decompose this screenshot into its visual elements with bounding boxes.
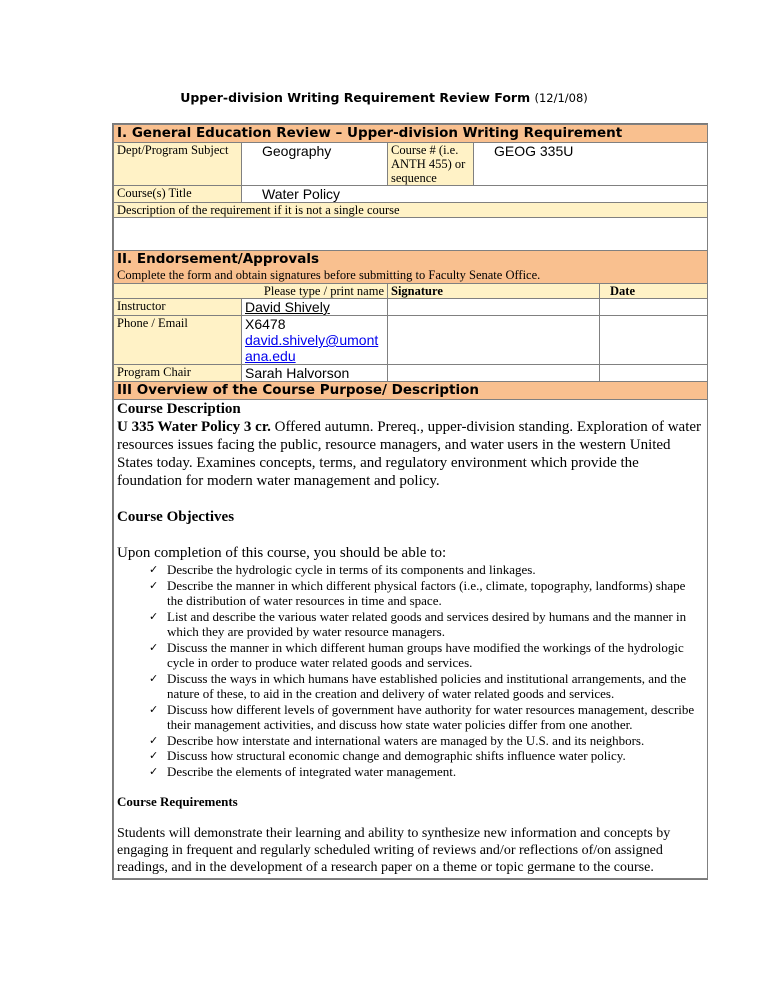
phone-email-signature-field[interactable]	[388, 316, 600, 365]
course-number-field[interactable]: GEOG 335U	[474, 143, 708, 186]
objectives-list	[117, 562, 704, 779]
phone-value: X6478	[245, 316, 286, 332]
course-description	[117, 418, 704, 490]
instructor-date-field[interactable]	[600, 299, 708, 316]
course-overview	[114, 400, 708, 879]
form-title-date: (12/1/08)	[534, 91, 588, 105]
course-number-label: Course # (i.e. ANTH 455) or sequence	[388, 143, 474, 186]
form-title-text: Upper-division Writing Requirement Review Form	[180, 90, 531, 105]
objective-item: ✓ Describe the elements of integrated water management.	[167, 764, 704, 780]
objective-item: ✓ Describe the manner in which different physical factors (i.e., climate, topography, landforms) shape the distribution of water resources in time and space.	[167, 578, 704, 609]
instructor-name-field[interactable]	[242, 299, 388, 316]
course-requirements-text: Students will demonstrate their learning and ability to synthesize new information and concepts by engaging in frequent and regularly scheduled writing of reviews and/or reflections of/on assigned readings, and in the development of a research paper on a theme or topic germane to the course.	[117, 826, 671, 875]
dept-program-label: Dept/Program Subject	[114, 143, 242, 186]
objective-item: ✓ Describe the hydrologic cycle in terms of its components and linkages.	[167, 562, 704, 578]
course-description-heading: Course Description	[117, 401, 241, 417]
dept-program-field[interactable]: Geography	[242, 143, 388, 186]
review-form	[112, 123, 708, 880]
phone-email-date-field[interactable]	[600, 316, 708, 365]
requirement-description-field[interactable]	[114, 218, 708, 251]
name-column-header: Please type / print name	[114, 284, 388, 299]
program-chair-label: Program Chair	[114, 365, 242, 382]
instructor-name: David Shively	[245, 299, 330, 315]
course-code: U 335 Water Policy 3 cr.	[117, 419, 271, 435]
course-description-text: Offered autumn. Prereq., upper-division standing. Exploration of water resources issues facing the public, resource managers, and water users in the western United States today. Examines concepts, terms, and regulatory environment which provide the foundation for modern water management and policy.	[117, 419, 702, 489]
objective-item: ✓ Discuss how structural economic change and demographic shifts influence water policy.	[167, 748, 704, 764]
objective-item: ✓ Discuss how different levels of government have authority for water resources management, describe their management activities, and discuss how state water policies differ from one another.	[167, 702, 704, 733]
form-table	[113, 124, 708, 879]
instructor-label: Instructor	[114, 299, 242, 316]
requirement-description-label: Description of the requirement if it is not a single course	[114, 203, 708, 218]
objective-item: ✓ Describe how interstate and international waters are managed by the U.S. and its neighbors.	[167, 733, 704, 749]
objective-item: ✓ Discuss the ways in which humans have established policies and institutional arrangements, and the nature of these, to aid in the creation and delivery of water related goods and services.	[167, 671, 704, 702]
section-2-instructions: Complete the form and obtain signatures before submitting to Faculty Senate Office.	[114, 268, 708, 284]
date-column-header: Date	[600, 284, 708, 299]
course-requirements-heading: Course Requirements	[117, 794, 238, 809]
phone-email-label: Phone / Email	[114, 316, 242, 365]
program-chair-date-field[interactable]	[600, 365, 708, 382]
objectives-intro: Upon completion of this course, you should be able to:	[117, 545, 447, 561]
signature-column-header: Signature	[388, 284, 600, 299]
section-3-heading: III Overview of the Course Purpose/ Description	[114, 382, 708, 400]
program-chair-name-field[interactable]: Sarah Halvorson	[242, 365, 388, 382]
section-2-heading: II. Endorsement/Approvals	[114, 251, 708, 269]
instructor-signature-field[interactable]	[388, 299, 600, 316]
form-title	[0, 90, 768, 105]
phone-email-field[interactable]	[242, 316, 388, 365]
course-objectives-heading: Course Objectives	[117, 509, 235, 525]
objective-item: ✓ Discuss the manner in which different human groups have modified the workings of the hydrologic cycle in order to produce water related goods and services.	[167, 640, 704, 671]
course-title-field[interactable]: Water Policy	[242, 186, 708, 203]
program-chair-signature-field[interactable]	[388, 365, 600, 382]
objective-item: ✓ List and describe the various water related goods and services desired by humans and the manner in which they are provided by water resource managers.	[167, 609, 704, 640]
section-1-heading: I. General Education Review – Upper-division Writing Requirement	[114, 125, 708, 143]
course-title-label: Course(s) Title	[114, 186, 242, 203]
email-link[interactable]: david.shively@umontana.edu	[245, 332, 379, 364]
